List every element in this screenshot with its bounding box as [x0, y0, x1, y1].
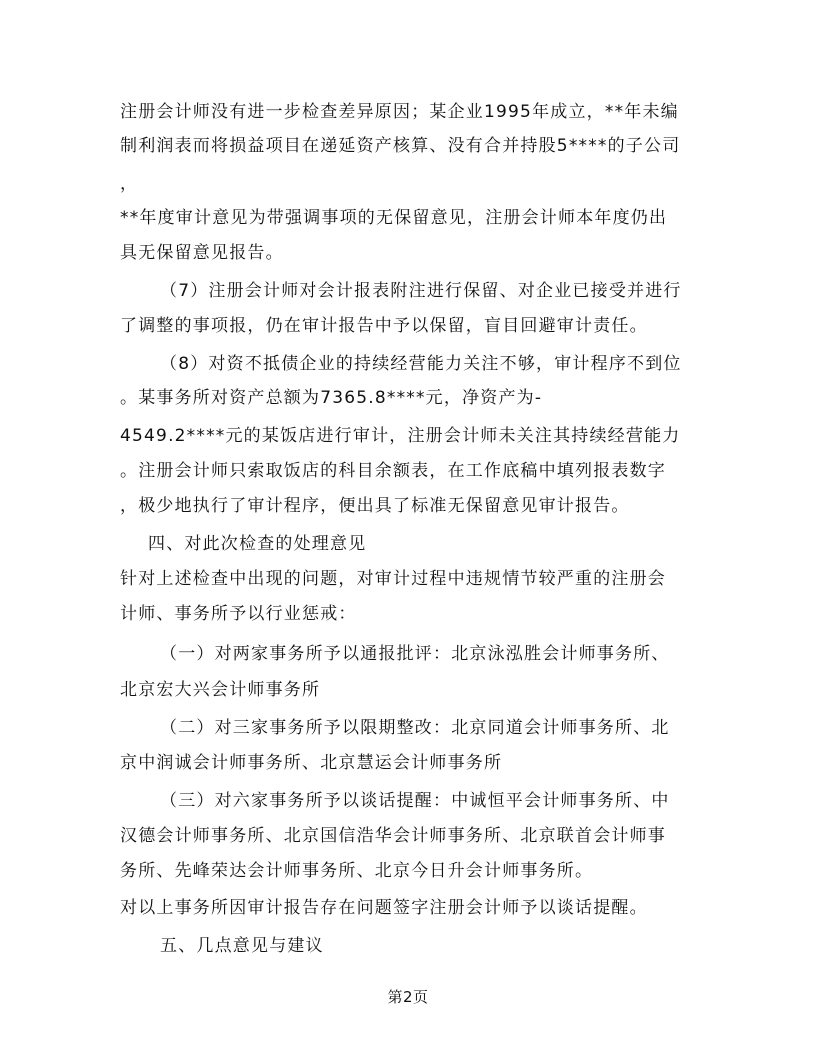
text-line: 制利润表而将损益项目在递延资产核算、没有合并持股5****的子公司: [120, 136, 681, 156]
text-line: （7）注册会计师对会计报表附注进行保留、对企业已接受并进行: [160, 281, 682, 301]
text-line: 4549.2****元的某饭店进行审计，注册会计师未关注其持续经营能力: [120, 426, 681, 446]
text-line: 务所、先峰荣达会计师事务所、北京今日升会计师事务所。: [120, 861, 594, 881]
text-line: 。注册会计师只索取饭店的科目余额表，在工作底稿中填列报表数字: [120, 461, 666, 481]
text-line: 注册会计师没有进一步检查差异原因；某企业1995年成立，**年未编: [120, 102, 679, 122]
text-line: 对以上事务所因审计报告存在问题签字注册会计师予以谈话提醒。: [120, 898, 648, 918]
section-heading: 五、几点意见与建议: [160, 936, 324, 956]
text-line: 了调整的事项报，仍在审计报告中予以保留，盲目回避审计责任。: [120, 316, 648, 336]
text-line: **年度审计意见为带强调事项的无保留意见，注册会计师本年度仍出: [120, 208, 668, 228]
text-line: 计师、事务所予以行业惩戒：: [120, 604, 357, 624]
page-number: 第2页: [387, 988, 429, 1006]
text-line: （三）对六家事务所予以谈话提醒：中诚恒平会计师事务所、中: [160, 791, 670, 811]
text-line: ，: [120, 174, 139, 194]
text-line: 。某事务所对资产总额为7365.8****元，净资产为-: [120, 388, 543, 408]
text-line: 针对上述检查中出现的问题，对审计过程中违规情节较严重的注册会: [120, 569, 666, 589]
section-heading: 四、对此次检查的处理意见: [148, 534, 367, 554]
text-line: 京中润诚会计师事务所、北京慧运会计师事务所: [120, 753, 503, 773]
text-line: 北京宏大兴会计师事务所: [120, 680, 321, 700]
text-line: 汉德会计师事务所、北京国信浩华会计师事务所、北京联首会计师事: [120, 826, 666, 846]
text-line: （一）对两家事务所予以通报批评：北京泳泓胜会计师事务所、: [160, 644, 670, 664]
text-line: （8）对资不抵债企业的持续经营能力关注不够，审计程序不到位: [160, 354, 682, 374]
text-line: 具无保留意见报告。: [120, 243, 284, 263]
text-line: ，极少地执行了审计程序，便出具了标准无保留意见审计报告。: [120, 496, 630, 516]
text-line: （二）对三家事务所予以限期整改：北京同道会计师事务所、北: [160, 718, 670, 738]
